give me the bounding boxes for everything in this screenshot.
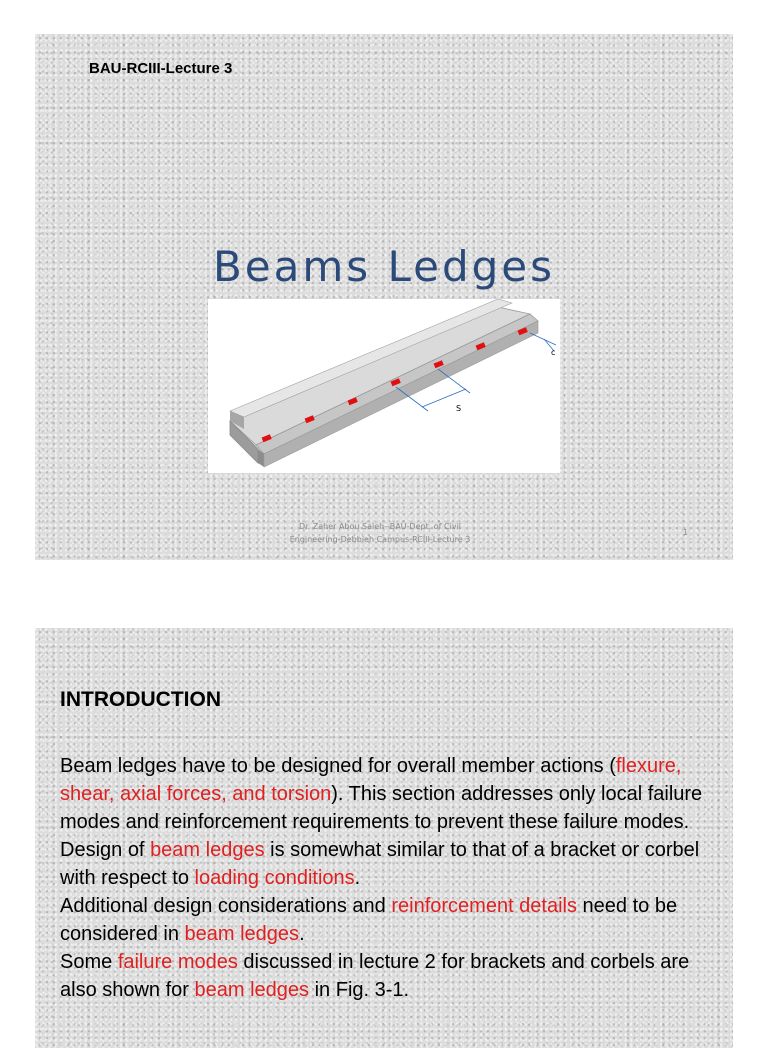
spacing-label: S <box>456 404 462 413</box>
edge-label: c <box>551 348 556 357</box>
text-run: . <box>354 867 361 889</box>
paragraph-2 <box>60 836 720 892</box>
slide-title: Beams Ledges <box>212 242 556 291</box>
text-run: in Fig. 3-1. <box>309 979 410 1001</box>
text-run: Additional design considerations and <box>60 895 392 917</box>
paragraph-1 <box>60 752 720 836</box>
slide-1 <box>35 34 733 560</box>
paragraph-3 <box>60 892 720 948</box>
highlight-text: beam ledges <box>150 839 265 861</box>
section-heading: INTRODUCTION <box>60 688 221 711</box>
slide-2 <box>35 628 733 1048</box>
slide-footer <box>265 520 495 546</box>
beam-ledge-drawing <box>208 299 560 473</box>
beam-ledge-figure <box>208 299 560 473</box>
text-run: is somewhat similar to that of a bracket or corbel with respect to <box>60 839 700 889</box>
page-number: 1 <box>683 528 689 537</box>
text-run: discussed in lecture 2 for brackets and corbels are also shown for <box>60 951 690 1001</box>
highlight-text: failure modes <box>117 951 238 973</box>
text-run: need to be considered in <box>60 895 678 945</box>
footer-line-1: Dr. Zaher Abou Saleh--BAU-Dept. of Civil <box>298 522 462 531</box>
footer-line-2: Engineering-Debbieh Campus-RCIII-Lecture 3 <box>289 535 471 544</box>
text-run: . <box>299 923 305 945</box>
paragraph-4 <box>60 948 720 1004</box>
text-run: Beam ledges have to be designed for overall member actions ( <box>60 755 616 777</box>
text-run: Design of <box>60 839 151 861</box>
text-run: Some <box>60 951 118 973</box>
lecture-tag: BAU-RCIII-Lecture 3 <box>89 60 233 77</box>
highlight-text: flexure, shear, axial forces, and torsion <box>60 755 682 805</box>
highlight-text: loading conditions <box>194 867 355 889</box>
body-text <box>60 752 720 1004</box>
highlight-text: reinforcement details <box>391 895 577 917</box>
ledge-top-face <box>230 307 530 445</box>
highlight-text: beam ledges <box>194 979 310 1001</box>
text-run: ). This section addresses only local failure modes and reinforcement requirements to prevent these failure modes. <box>60 783 703 833</box>
highlight-text: beam ledges <box>184 923 300 945</box>
